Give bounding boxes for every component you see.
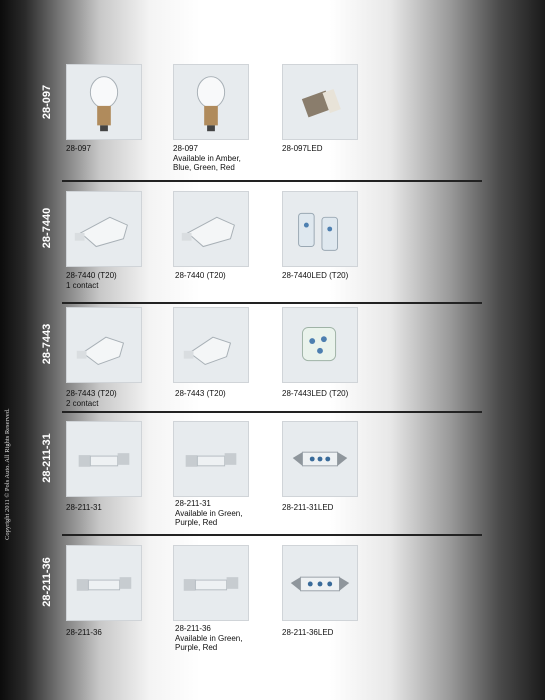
- section-label: 28-7440: [41, 207, 53, 249]
- wedge-led-bulb-icon: [282, 307, 358, 383]
- item-caption: 28-211-36: [66, 628, 102, 637]
- item-caption: 28-097 Available in Amber, Blue, Green, Red: [173, 144, 241, 172]
- wedge-bulb-icon: [66, 191, 142, 267]
- festoon-bulb-icon: [173, 421, 249, 497]
- section-divider: [62, 180, 482, 182]
- section-divider: [62, 302, 482, 304]
- item-caption: 28-211-31LED: [282, 503, 334, 512]
- item-caption: 28-7440LED (T20): [282, 271, 349, 280]
- festoon-led-bulb-icon: [282, 421, 358, 497]
- festoon-led-bulb-icon: [282, 545, 358, 621]
- copyright-notice: Copyright 2011 © Pols Auto. All Rights Reserved.: [4, 408, 11, 540]
- section-label: 28-097: [41, 84, 54, 120]
- bayonet-led-bulb-icon: [282, 64, 358, 140]
- wedge-bulb-icon: [173, 191, 249, 267]
- item-caption: 28-211-36 Available in Green, Purple, Red: [175, 624, 243, 652]
- item-caption: 28-7440 (T20): [175, 271, 226, 280]
- item-caption: 28-097: [66, 144, 91, 153]
- section-label: 28-211-31: [41, 433, 54, 483]
- item-caption: 28-7443 (T20) 2 contact: [66, 389, 117, 408]
- festoon-bulb-icon: [66, 545, 142, 621]
- wedge-bulb-icon: [66, 307, 142, 383]
- item-caption: 28-211-31 Available in Green, Purple, Red: [175, 499, 243, 527]
- section-label: 28-7443: [41, 323, 53, 365]
- wedge-bulb-icon: [173, 307, 249, 383]
- item-caption: 28-097LED: [282, 144, 323, 153]
- bayonet-bulb-icon: [66, 64, 142, 140]
- wedge-led-bulb-icon: [282, 191, 358, 267]
- bayonet-bulb-icon: [173, 64, 249, 140]
- item-caption: 28-7443LED (T20): [282, 389, 349, 398]
- section-divider: [62, 411, 482, 413]
- section-label: 28-211-36: [41, 557, 54, 607]
- festoon-bulb-icon: [66, 421, 142, 497]
- item-caption: 28-211-31: [66, 503, 102, 512]
- item-caption: 28-7440 (T20) 1 contact: [66, 271, 117, 290]
- section-divider: [62, 534, 482, 536]
- item-caption: 28-211-36LED: [282, 628, 334, 637]
- item-caption: 28-7443 (T20): [175, 389, 226, 398]
- festoon-bulb-icon: [173, 545, 249, 621]
